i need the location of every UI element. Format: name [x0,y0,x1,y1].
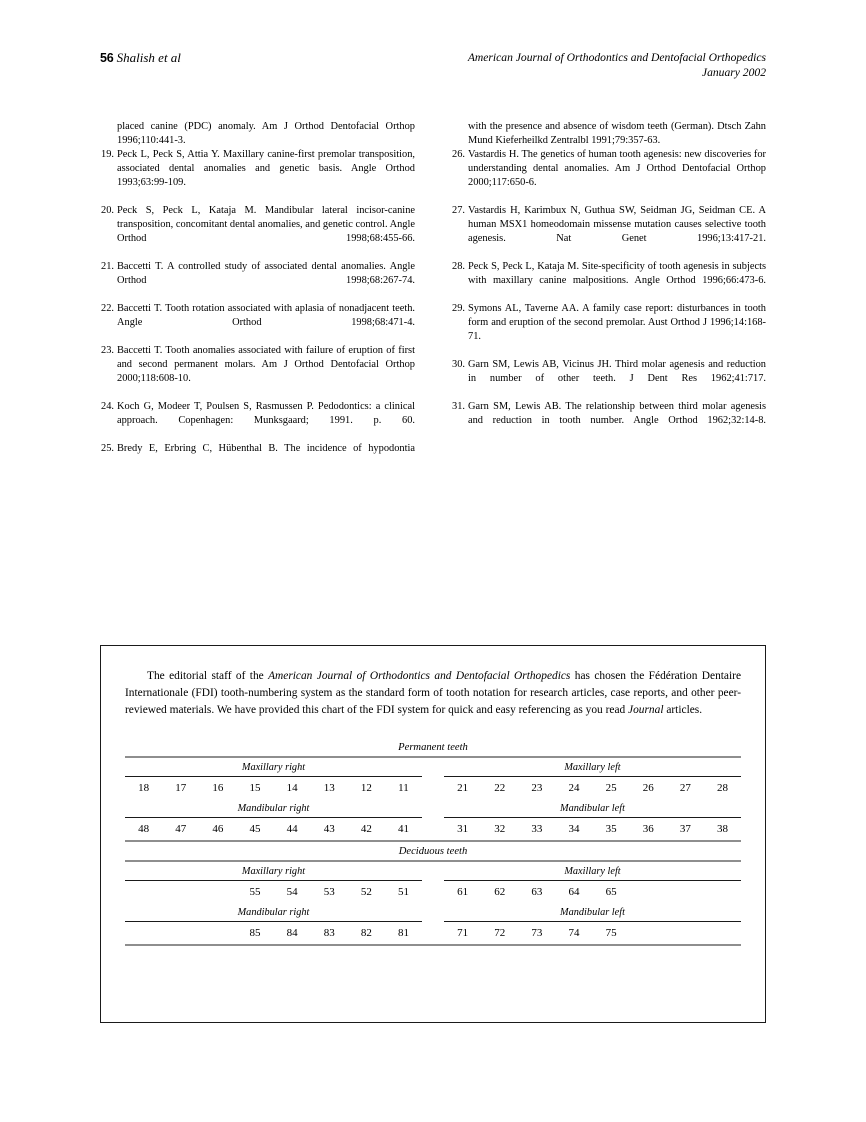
reference-text: Baccetti T. Tooth rotation associated with aplasia of nonadjacent teeth. Angle Orthod 1998;68:471-4. [117,302,415,328]
tooth-number[interactable]: 42 [360,823,372,836]
chart-half-right-side [125,862,433,880]
reference-text: Peck S, Peck L, Kataja M. Mandibular lateral incisor-canine transposition, concomitant dental anomalies, and genetic control. Angle Orthod 1998;68:455-66. [117,204,415,244]
quadrant-label-band [125,799,741,817]
note-part-1: The editorial staff of the [147,670,269,682]
tooth-number-band [125,777,741,799]
reference-item [101,302,415,344]
tooth-number[interactable]: 16 [212,782,224,795]
tooth-number-empty [704,927,741,939]
reference-text: Koch G, Modeer T, Poulsen S, Rasmussen P. Pedodontics: a clinical approach. Copenhagen: Munksgaard; 1991. p. 60. [117,400,415,426]
tooth-number[interactable]: 34 [568,823,580,836]
reference-text: Baccetti T. A controlled study of associated dental anomalies. Angle Orthod 1998;68:267-74. [117,260,415,286]
reference-text: Garn SM, Lewis AB, Vicinus JH. Third molar agenesis and reduction in number of other teeth. J Dent Res 1962;41:717. [468,358,766,384]
tooth-number[interactable]: 82 [360,927,372,940]
fdi-editorial-note [125,668,741,718]
reference-number: 23. [101,344,114,356]
tooth-number[interactable]: 75 [605,927,617,940]
reference-number: 22. [101,302,114,314]
tooth-number[interactable]: 54 [286,886,298,899]
reference-item [452,400,766,442]
tooth-number[interactable]: 51 [397,886,409,899]
tooth-number-empty [125,886,162,898]
reference-item [101,260,415,302]
chart-half-left-side [433,922,741,944]
note-part-2: has chosen the Fédération Dentaire Internationale (FDI) tooth-numbering system as the standard form of tooth notation for research articles, case reports, and other peer-reviewed materials. We have provided this chart of the FDI system for quick and easy referencing as you read [125,670,741,716]
chart-half-left-side [433,758,741,776]
tooth-number-row [125,777,422,799]
reference-number: 25. [101,442,114,454]
running-head-left [100,50,181,66]
fdi-notice-box [100,645,766,1023]
tooth-number[interactable]: 18 [138,782,150,795]
reference-number: 20. [101,204,114,216]
reference-item [101,148,415,204]
chart-half-left-side [433,903,741,921]
quadrant-label-band [125,903,741,921]
reference-number: 19. [101,148,114,160]
tooth-number[interactable]: 44 [286,823,298,836]
reference-text: Baccetti T. Tooth anomalies associated with failure of eruption of first and second permanent molars. Am J Orthod Dentofacial Orthop 2000;118:608-10. [117,344,415,384]
reference-continuation: with the presence and absence of wisdom teeth (German). Dtsch Zahn Mund Kieferheilkd Zentralbl 1991;79:357-63. [468,121,766,146]
tooth-number[interactable]: 11 [398,782,409,795]
chart-half-right-side [125,799,433,817]
references-section [100,120,766,470]
tooth-number[interactable]: 15 [249,782,261,795]
issue-date: January 2002 [701,66,766,80]
tooth-number[interactable]: 21 [457,782,469,795]
reference-number: 29. [452,302,465,314]
reference-item [452,148,766,204]
chart-half-right-side [125,922,433,944]
tooth-number[interactable]: 38 [716,823,728,836]
tooth-number[interactable]: 61 [457,886,469,899]
tooth-number[interactable]: 13 [323,782,335,795]
chart-half-left-side [433,881,741,903]
reference-number: 30. [452,358,465,370]
note-journal-word: Journal [628,703,664,716]
tooth-number[interactable]: 12 [360,782,372,795]
quadrant-label: Maxillary right [241,762,306,774]
chart-half-left-side [433,862,741,880]
reference-text: Peck S, Peck L, Kataja M. Site-specificity of tooth agenesis in subjects with maxillary canine malpositions. Angle Orthod 1996;66:473-6. [468,260,766,286]
reference-item [452,204,766,260]
tooth-number[interactable]: 35 [605,823,617,836]
dentition-section-title: Deciduous teeth [398,846,468,858]
tooth-number-row [125,922,422,944]
quadrant-label: Maxillary left [564,762,621,774]
reference-item [101,204,415,260]
tooth-number[interactable]: 45 [249,823,261,836]
tooth-number[interactable]: 37 [679,823,691,836]
reference-item [101,344,415,400]
tooth-number[interactable]: 65 [605,886,617,899]
tooth-number-empty [704,886,741,898]
reference-text: Vastardis H, Karimbux N, Guthua SW, Seidman JG, Seidman CE. A human MSX1 homeodomain missense mutation causes selective tooth agenesis. Nat Genet 1996;13:417-21. [468,204,766,244]
tooth-number[interactable]: 28 [716,782,728,795]
reference-text: Garn SM, Lewis AB. The relationship between third molar agenesis and reduction in tooth number. Angle Orthod 1962;32:14-8. [468,400,766,426]
tooth-number[interactable]: 33 [531,823,543,836]
tooth-number-empty [125,927,162,939]
chart-half-right-side [125,818,433,840]
chart-half-right-side [125,903,433,921]
tooth-number-band [125,922,741,944]
reference-number: 31. [452,400,465,412]
reference-text: Vastardis H. The genetics of human tooth agenesis: new discoveries for understanding dental anomalies. Am J Orthod Dentofacial Orthop 2000;117:650-6. [468,148,766,188]
tooth-number[interactable]: 52 [360,886,372,899]
reference-number: 28. [452,260,465,272]
tooth-number[interactable]: 72 [494,927,506,940]
tooth-number-empty [667,927,704,939]
tooth-number-empty [199,886,236,898]
section-divider-thick [125,944,741,946]
tooth-number[interactable]: 41 [397,823,409,836]
quadrant-label: Mandibular left [560,907,625,919]
tooth-number[interactable]: 24 [568,782,580,795]
tooth-number[interactable]: 53 [323,886,335,899]
tooth-number-empty [162,927,199,939]
dentition-section-title: Permanent teeth [398,742,468,754]
reference-item [452,260,766,302]
quadrant-label: Maxillary right [241,866,306,878]
tooth-number[interactable]: 31 [457,823,469,836]
reference-item [452,302,766,358]
tooth-number[interactable]: 63 [531,886,543,899]
tooth-number[interactable]: 55 [249,886,261,899]
reference-text: Peck L, Peck S, Attia Y. Maxillary canine-first premolar transposition, associated dental anomalies and genetic basis. Angle Orthod 1993;63:99-109. [117,148,415,188]
tooth-number[interactable]: 43 [323,823,335,836]
tooth-number[interactable]: 17 [175,782,187,795]
reference-text: Symons AL, Taverne AA. A family case report: disturbances in tooth form and eruption of the second premolar. Aust Orthod J 1996;14:168-71. [468,302,766,342]
quadrant-label-band [125,758,741,776]
note-part-3: articles. [663,703,703,716]
tooth-number[interactable]: 25 [605,782,617,795]
reference-number: 27. [452,204,465,216]
tooth-number[interactable]: 47 [175,823,187,836]
tooth-number[interactable]: 74 [568,927,580,940]
tooth-number-band [125,818,741,840]
tooth-number-empty [630,927,667,939]
tooth-number-empty [162,886,199,898]
tooth-number-empty [630,886,667,898]
page-folio: 56 [100,51,114,65]
tooth-number-empty [667,886,704,898]
tooth-number-row [444,922,741,944]
tooth-number-row [125,818,422,840]
reference-number: 24. [101,400,114,412]
tooth-number[interactable]: 71 [457,927,469,940]
tooth-number[interactable]: 48 [138,823,150,836]
chart-half-left-side [433,799,741,817]
tooth-number[interactable]: 32 [494,823,506,836]
reference-number: 26. [452,148,465,160]
quadrant-label: Mandibular right [237,803,310,815]
running-head-author: Shalish et al [116,50,181,65]
tooth-number-band [125,881,741,903]
tooth-number[interactable]: 85 [249,927,261,940]
tooth-number-row [444,818,741,840]
tooth-number[interactable]: 23 [531,782,543,795]
tooth-number[interactable]: 62 [494,886,506,899]
tooth-number-row [125,881,422,903]
tooth-number[interactable]: 27 [679,782,691,795]
tooth-number[interactable]: 83 [323,927,335,940]
tooth-number-row [444,777,741,799]
tooth-number[interactable]: 36 [642,823,654,836]
fdi-tooth-chart [125,738,741,946]
reference-continuation: placed canine (PDC) anomaly. Am J Orthod Dentofacial Orthop 1996;110:441-3. [117,121,415,146]
reference-list-left [100,148,415,470]
tooth-number[interactable]: 73 [531,927,543,940]
tooth-number-empty [199,927,236,939]
reference-number: 21. [101,260,114,272]
tooth-number[interactable]: 84 [286,927,298,940]
quadrant-label: Maxillary left [564,866,621,878]
chart-half-right-side [125,777,433,799]
tooth-number[interactable]: 81 [397,927,409,940]
tooth-number[interactable]: 64 [568,886,580,899]
reference-text: Bredy E, Erbring C, Hübenthal B. The incidence of hypodontia [117,442,415,454]
quadrant-label-band [125,862,741,880]
tooth-number[interactable]: 14 [286,782,298,795]
running-head [100,50,766,81]
note-journal-title: American Journal of Orthodontics and Dentofacial Orthopedics [268,670,571,682]
reference-item [101,442,415,470]
journal-title: American Journal of Orthodontics and Dentofacial Orthopedics [467,51,766,64]
chart-half-right-side [125,881,433,903]
reference-item [101,400,415,442]
tooth-number-row [444,881,741,903]
quadrant-label: Mandibular right [237,907,310,919]
tooth-number[interactable]: 22 [494,782,506,795]
running-head-right [468,50,766,81]
tooth-number[interactable]: 26 [642,782,654,795]
chart-half-left-side [433,818,741,840]
reference-item [452,358,766,400]
tooth-number[interactable]: 46 [212,823,224,836]
reference-list-right [451,148,766,442]
quadrant-label: Mandibular left [560,803,625,815]
references-right-column [451,120,766,470]
chart-half-right-side [125,758,433,776]
references-left-column [100,120,415,470]
chart-half-left-side [433,777,741,799]
